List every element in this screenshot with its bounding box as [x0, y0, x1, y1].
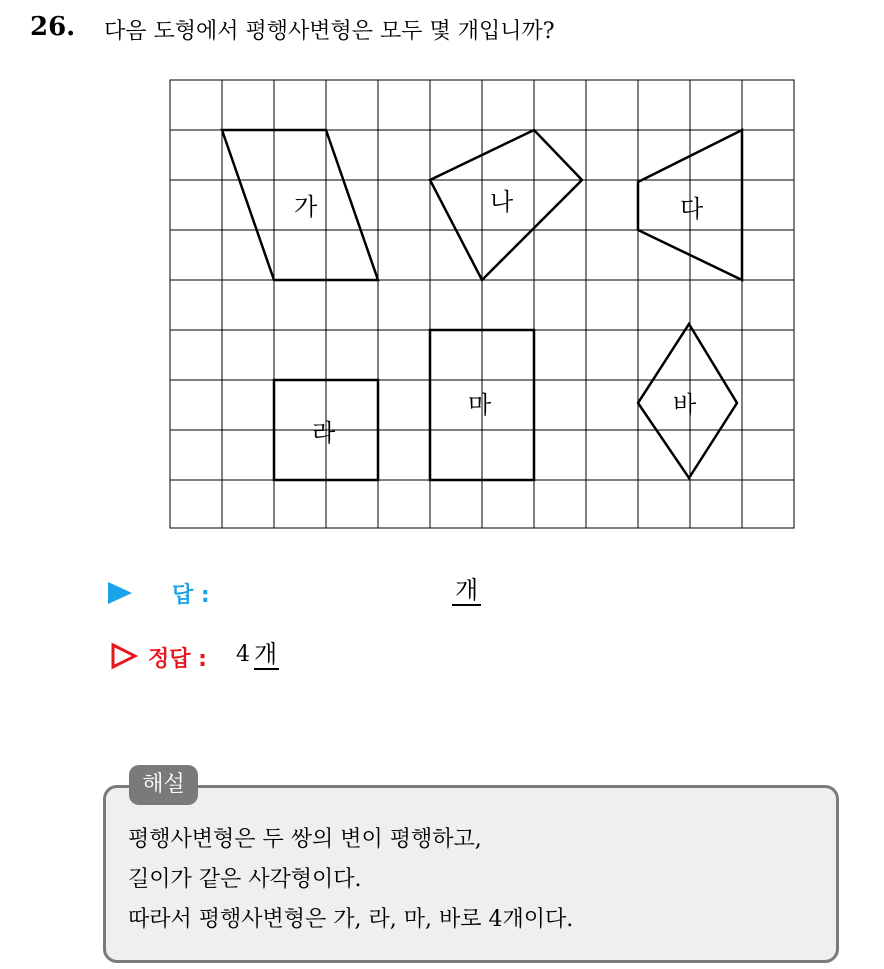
shape-label-ra: 라 [312, 419, 336, 447]
explanation-line-3: 따라서 평행사변형은 가, 라, 마, 바로 4개이다. [128, 907, 574, 932]
question-number: 26. [30, 12, 76, 42]
shape-label-na: 나 [490, 188, 514, 216]
answer-arrow-icon [108, 582, 132, 604]
explanation-tag: 해설 [129, 765, 198, 805]
question-text: 다음 도형에서 평행사변형은 모두 몇 개입니까? [104, 19, 555, 44]
explanation-line-2: 길이가 같은 사각형이다. [128, 867, 362, 892]
answer-label: 답 : [172, 583, 210, 608]
shape-label-ba: 바 [673, 391, 697, 419]
correct-answer-label: 정답 : [148, 647, 207, 672]
answer-input-unit[interactable]: 개 [452, 576, 481, 606]
correct-answer-unit: 개 [254, 640, 278, 668]
shape-label-ga: 가 [294, 193, 318, 221]
shape-label-ma: 마 [468, 391, 492, 419]
correct-arrow-icon [110, 642, 138, 670]
correct-answer-value: 4 [236, 642, 250, 667]
shape-label-da: 다 [680, 195, 704, 223]
explanation-line-1: 평행사변형은 두 쌍의 변이 평행하고, [128, 827, 482, 852]
